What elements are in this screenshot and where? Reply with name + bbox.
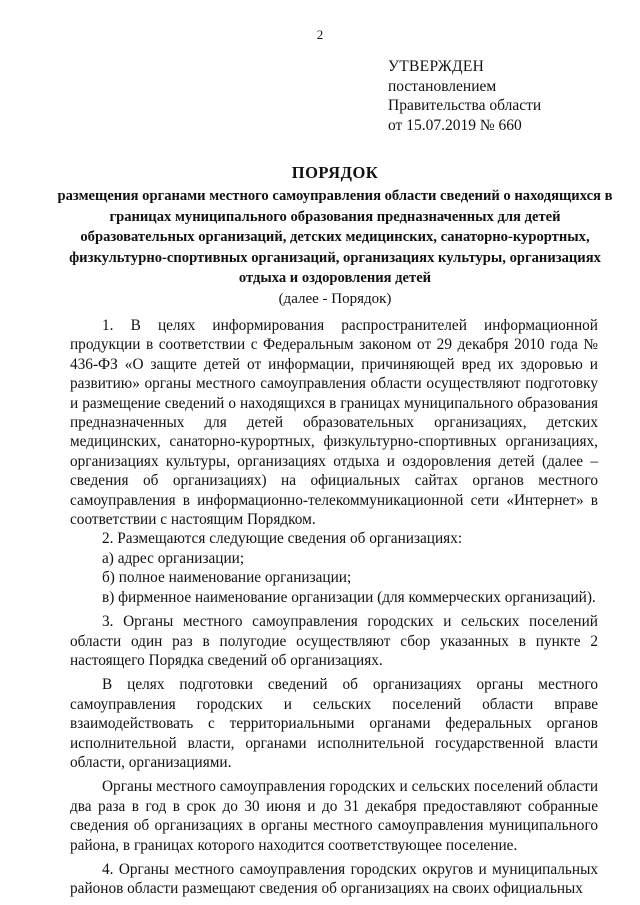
- list-item-a: а) адрес организации;: [102, 549, 245, 567]
- approval-line-2: Правительства области: [388, 97, 542, 114]
- list-item-c: в) фирменное наименование организации (для коммерческих организаций).: [102, 588, 596, 606]
- paragraph-3-cont-2: Органы местного самоуправления городских и сельских поселений области два раза в год в срок до 30 июня и до 31 декабря предоставляют собранные сведения об организациях в органы местного самоуправления муниципального района, в границах которого находится соответствующее поселение.: [70, 778, 598, 854]
- document-heading: [55, 163, 615, 309]
- approval-line-3: от 15.07.2019 № 660: [388, 116, 522, 134]
- paragraph-3: 3. Органы местного самоуправления городских и сельских поселений области один раз в полугодие осуществляют сбор указанных в пункте 2 настоящего Порядка сведений об организациях.: [70, 613, 598, 669]
- page-number: 2: [316, 27, 324, 42]
- document-subtitle: размещения органами местного самоуправления области сведений о находящихся в границах муниципального образования предназначенных для детей образовательных организаций, детских медицинских, санаторно-курортных, физкультурно-спортивных организаций, организациях культуры, организациях отдыха и оздоровления детей: [57, 188, 613, 286]
- paragraph-4: 4. Органы местного самоуправления городских округов и муниципальных районов области размещают сведения об организациях на своих официальных: [70, 860, 598, 898]
- list-item-b: б) полное наименование организации;: [102, 569, 352, 587]
- paragraph-2: 2. Размещаются следующие сведения об организациях:: [102, 530, 463, 548]
- approval-line-1: постановлением: [388, 77, 497, 95]
- document-title: ПОРЯДОК: [291, 163, 379, 182]
- paragraph-3-cont-1: В целях подготовки сведений об организациях органы местного самоуправления городских и сельских поселений области вправе взаимодействовать с территориальными органами федеральных органов исполнительной власти, органами исполнительной государственной власти области, организациями.: [70, 676, 598, 771]
- document-body: [70, 316, 598, 899]
- approval-stamp-block: [388, 57, 541, 135]
- document-note: (далее - Порядок): [278, 290, 392, 307]
- paragraph-1: 1. В целях информирования распространителей информационной продукции в соответствии с Федеральным законом от 29 декабря 2010 года № 436-ФЗ «О защите детей от информации, причиняющей вред их здоровью и развитию» органы местного самоуправления области осуществляют подготовку и размещение сведений о находящихся в границах муниципального образования предназначенных для детей образовательных организациях, детских медицинских, санаторно-курортных, физкультурно-спортивных организациях, организациях культуры, организациях отдыха и оздоровления детей (далее – сведения об организациях) на официальных сайтах органов местного самоуправления в информационно-телекоммуникационной сети «Интернет» в соответствии с настоящим Порядком.: [70, 317, 598, 529]
- approval-title: УТВЕРЖДЕН: [388, 58, 485, 75]
